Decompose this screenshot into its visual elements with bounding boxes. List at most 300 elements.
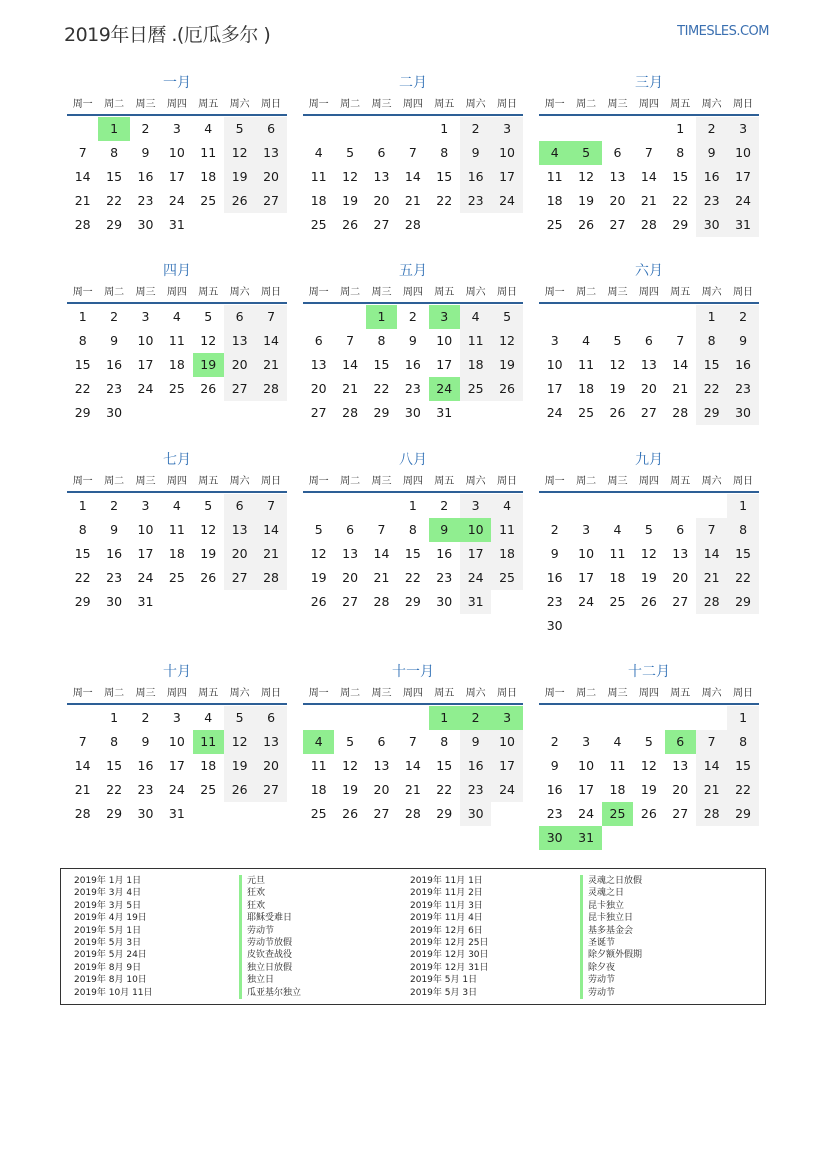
days-grid xyxy=(303,494,523,614)
weekday-label: 周三 xyxy=(607,99,628,110)
weekday-label: 周五 xyxy=(670,99,691,110)
day-cell: 8 xyxy=(110,734,119,749)
weekday-label: 周日 xyxy=(497,688,518,699)
day-cell: 10 xyxy=(546,357,563,372)
empty-cell xyxy=(665,494,696,518)
weekday-header xyxy=(539,98,759,116)
day-cell: 15 xyxy=(696,353,727,377)
day-cell: 13 xyxy=(342,546,359,561)
day-cell: 25 xyxy=(310,806,327,821)
day-cell: 7 xyxy=(696,730,727,754)
empty-cell xyxy=(303,305,334,329)
weekday-label: 周五 xyxy=(670,476,691,487)
day-cell: 4 xyxy=(314,145,323,160)
weekday-label: 周二 xyxy=(104,99,125,110)
day-cell: 18 xyxy=(491,542,522,566)
day-cell: 19 xyxy=(578,193,595,208)
day-cell: 1 xyxy=(78,309,87,324)
day-cell: 11 xyxy=(609,758,626,773)
day-cell: 26 xyxy=(640,594,657,609)
weekday-label: 周日 xyxy=(497,287,518,298)
month-name: 九月 xyxy=(635,452,663,468)
day-cell: 18 xyxy=(609,570,626,585)
day-cell: 22 xyxy=(696,377,727,401)
day-cell: 20 xyxy=(672,782,689,797)
month-block xyxy=(67,262,287,425)
day-cell: 3 xyxy=(582,734,591,749)
day-cell: 29 xyxy=(436,806,453,821)
day-cell: 30 xyxy=(137,217,154,232)
day-cell: 23 xyxy=(696,189,727,213)
day-cell: 21 xyxy=(672,381,689,396)
weekday-label: 周六 xyxy=(229,99,250,110)
day-cell: 5 xyxy=(644,522,653,537)
day-cell: 12 xyxy=(640,546,657,561)
legend-entry: 2019年 8月 10日 xyxy=(74,975,147,986)
weekday-label: 周六 xyxy=(465,287,486,298)
month-block xyxy=(539,262,759,425)
day-cell: 18 xyxy=(460,353,491,377)
legend-entry: 狂欢 xyxy=(239,887,301,899)
day-cell: 10 xyxy=(491,141,522,165)
day-cell: 19 xyxy=(342,193,359,208)
holiday-day-cell: 2 xyxy=(460,706,491,730)
day-cell: 16 xyxy=(137,758,154,773)
day-cell: 16 xyxy=(106,357,123,372)
day-cell: 20 xyxy=(224,353,255,377)
weekday-label: 周一 xyxy=(544,688,565,699)
day-cell: 8 xyxy=(377,333,386,348)
holiday-day-cell: 24 xyxy=(429,377,460,401)
day-cell: 30 xyxy=(436,594,453,609)
empty-cell xyxy=(570,305,601,329)
day-cell: 27 xyxy=(255,189,286,213)
weekday-label: 周四 xyxy=(638,688,659,699)
day-cell: 3 xyxy=(141,498,150,513)
empty-cell xyxy=(539,305,570,329)
legend-entry: 2019年 5月 1日 xyxy=(74,925,142,936)
day-cell: 22 xyxy=(436,782,453,797)
day-cell: 13 xyxy=(224,329,255,353)
legend-entry: 劳动节 xyxy=(239,925,301,937)
day-cell: 15 xyxy=(727,542,758,566)
day-cell: 28 xyxy=(74,806,91,821)
holiday-day-cell: 3 xyxy=(429,305,460,329)
empty-cell xyxy=(539,117,570,141)
empty-cell xyxy=(602,706,633,730)
day-cell: 18 xyxy=(200,758,217,773)
day-cell: 8 xyxy=(110,145,119,160)
weekday-label: 周四 xyxy=(166,476,187,487)
day-cell: 24 xyxy=(546,405,563,420)
day-cell: 12 xyxy=(342,169,359,184)
day-cell: 19 xyxy=(200,546,217,561)
day-cell: 24 xyxy=(168,193,185,208)
month-name: 四月 xyxy=(163,263,191,279)
day-cell: 22 xyxy=(404,570,421,585)
day-cell: 26 xyxy=(609,405,626,420)
month-block xyxy=(303,262,523,425)
day-cell: 22 xyxy=(727,566,758,590)
weekday-label: 周三 xyxy=(607,688,628,699)
day-cell: 7 xyxy=(255,305,286,329)
days-grid xyxy=(67,494,287,614)
legend-names-left xyxy=(239,875,301,999)
day-cell: 2 xyxy=(141,121,150,136)
day-cell: 29 xyxy=(74,405,91,420)
legend-dates-right xyxy=(410,875,489,999)
day-cell: 8 xyxy=(78,333,87,348)
day-cell: 23 xyxy=(137,782,154,797)
month-name: 七月 xyxy=(163,452,191,468)
weekday-label: 周六 xyxy=(229,287,250,298)
day-cell: 23 xyxy=(460,189,491,213)
weekday-label: 周日 xyxy=(261,99,282,110)
day-cell: 24 xyxy=(137,570,154,585)
holiday-day-cell: 1 xyxy=(98,117,129,141)
weekday-label: 周五 xyxy=(670,287,691,298)
day-cell: 22 xyxy=(74,381,91,396)
day-cell: 9 xyxy=(696,141,727,165)
weekday-label: 周日 xyxy=(733,688,754,699)
day-cell: 20 xyxy=(640,381,657,396)
day-cell: 12 xyxy=(224,141,255,165)
day-cell: 18 xyxy=(578,381,595,396)
weekday-label: 周日 xyxy=(261,688,282,699)
empty-cell xyxy=(570,117,601,141)
day-cell: 9 xyxy=(550,758,559,773)
day-cell: 2 xyxy=(110,309,119,324)
month-block xyxy=(67,663,287,826)
weekday-label: 周二 xyxy=(576,99,597,110)
weekday-header xyxy=(67,687,287,705)
day-cell: 13 xyxy=(224,518,255,542)
day-cell: 31 xyxy=(727,213,758,237)
day-cell: 26 xyxy=(640,806,657,821)
day-cell: 1 xyxy=(78,498,87,513)
day-cell: 1 xyxy=(727,706,758,730)
days-grid xyxy=(539,117,759,237)
weekday-label: 周一 xyxy=(72,476,93,487)
holiday-day-cell: 1 xyxy=(429,706,460,730)
day-cell: 31 xyxy=(137,594,154,609)
day-cell: 29 xyxy=(727,590,758,614)
weekday-label: 周四 xyxy=(166,688,187,699)
empty-cell xyxy=(696,494,727,518)
day-cell: 26 xyxy=(342,217,359,232)
empty-cell xyxy=(633,117,664,141)
day-cell: 3 xyxy=(550,333,559,348)
weekday-label: 周四 xyxy=(402,287,423,298)
weekday-label: 周五 xyxy=(434,287,455,298)
month-block xyxy=(67,451,287,614)
weekday-header xyxy=(303,687,523,705)
day-cell: 10 xyxy=(578,758,595,773)
month-name: 五月 xyxy=(399,263,427,279)
day-cell: 16 xyxy=(137,169,154,184)
legend-entry: 2019年 11月 4日 xyxy=(410,913,483,924)
day-cell: 17 xyxy=(491,165,522,189)
day-cell: 30 xyxy=(404,405,421,420)
day-cell: 3 xyxy=(460,494,491,518)
day-cell: 25 xyxy=(609,594,626,609)
day-cell: 21 xyxy=(373,570,390,585)
day-cell: 19 xyxy=(342,782,359,797)
day-cell: 10 xyxy=(137,522,154,537)
empty-cell xyxy=(633,305,664,329)
weekday-label: 周二 xyxy=(104,688,125,699)
weekday-label: 周二 xyxy=(104,287,125,298)
day-cell: 5 xyxy=(204,498,213,513)
day-cell: 19 xyxy=(310,570,327,585)
day-cell: 27 xyxy=(672,806,689,821)
day-cell: 14 xyxy=(342,357,359,372)
day-cell: 26 xyxy=(224,778,255,802)
empty-cell xyxy=(539,494,570,518)
day-cell: 1 xyxy=(110,710,119,725)
day-cell: 23 xyxy=(106,381,123,396)
month-name: 二月 xyxy=(399,75,427,91)
day-cell: 1 xyxy=(676,121,685,136)
weekday-label: 周一 xyxy=(308,688,329,699)
day-cell: 3 xyxy=(141,309,150,324)
day-cell: 4 xyxy=(204,710,213,725)
day-cell: 26 xyxy=(342,806,359,821)
weekday-label: 周四 xyxy=(166,99,187,110)
weekday-label: 周三 xyxy=(371,476,392,487)
day-cell: 11 xyxy=(578,357,595,372)
day-cell: 1 xyxy=(408,498,417,513)
weekday-label: 周四 xyxy=(166,287,187,298)
day-cell: 28 xyxy=(404,217,421,232)
month-block xyxy=(539,74,759,237)
days-grid xyxy=(67,305,287,425)
weekday-label: 周二 xyxy=(576,476,597,487)
day-cell: 24 xyxy=(491,778,522,802)
day-cell: 25 xyxy=(491,566,522,590)
day-cell: 9 xyxy=(141,145,150,160)
weekday-label: 周二 xyxy=(340,688,361,699)
day-cell: 27 xyxy=(310,405,327,420)
weekday-label: 周五 xyxy=(434,476,455,487)
day-cell: 31 xyxy=(168,217,185,232)
day-cell: 4 xyxy=(172,498,181,513)
day-cell: 30 xyxy=(137,806,154,821)
day-cell: 11 xyxy=(460,329,491,353)
day-cell: 9 xyxy=(110,522,119,537)
weekday-label: 周四 xyxy=(638,476,659,487)
day-cell: 6 xyxy=(224,494,255,518)
weekday-label: 周六 xyxy=(701,688,722,699)
day-cell: 26 xyxy=(224,189,255,213)
day-cell: 3 xyxy=(491,117,522,141)
legend-entry: 2019年 5月 3日 xyxy=(74,938,142,949)
day-cell: 23 xyxy=(137,193,154,208)
weekday-label: 周六 xyxy=(229,688,250,699)
weekday-label: 周四 xyxy=(638,287,659,298)
day-cell: 4 xyxy=(460,305,491,329)
site-logo-text[interactable]: TIMESLES.COM xyxy=(677,24,769,39)
empty-cell xyxy=(366,706,397,730)
empty-cell xyxy=(397,117,428,141)
day-cell: 8 xyxy=(727,730,758,754)
day-cell: 6 xyxy=(224,305,255,329)
day-cell: 13 xyxy=(672,758,689,773)
day-cell: 21 xyxy=(696,566,727,590)
weekday-label: 周二 xyxy=(340,476,361,487)
day-cell: 5 xyxy=(613,333,622,348)
day-cell: 20 xyxy=(310,381,327,396)
weekday-label: 周五 xyxy=(670,688,691,699)
day-cell: 9 xyxy=(727,329,758,353)
day-cell: 19 xyxy=(491,353,522,377)
day-cell: 30 xyxy=(727,401,758,425)
empty-cell xyxy=(67,706,98,730)
day-cell: 3 xyxy=(582,522,591,537)
empty-cell xyxy=(539,706,570,730)
weekday-label: 周五 xyxy=(198,99,219,110)
weekday-header xyxy=(67,475,287,493)
day-cell: 2 xyxy=(550,522,559,537)
day-cell: 24 xyxy=(460,566,491,590)
day-cell: 16 xyxy=(436,546,453,561)
legend-entry: 2019年 5月 24日 xyxy=(74,950,147,961)
day-cell: 27 xyxy=(224,377,255,401)
day-cell: 28 xyxy=(342,405,359,420)
empty-cell xyxy=(334,117,365,141)
legend-entry: 2019年 10月 11日 xyxy=(74,987,153,998)
day-cell: 15 xyxy=(74,546,91,561)
day-cell: 7 xyxy=(644,145,653,160)
legend-entry: 2019年 11月 1日 xyxy=(410,876,483,886)
day-cell: 13 xyxy=(672,546,689,561)
holiday-day-cell: 19 xyxy=(193,353,224,377)
day-cell: 4 xyxy=(613,522,622,537)
weekday-label: 周五 xyxy=(434,99,455,110)
day-cell: 29 xyxy=(74,594,91,609)
day-cell: 17 xyxy=(168,758,185,773)
day-cell: 9 xyxy=(460,141,491,165)
day-cell: 17 xyxy=(578,570,595,585)
legend-entry: 灵魂之日 xyxy=(580,887,642,899)
weekday-label: 周三 xyxy=(135,476,156,487)
day-cell: 7 xyxy=(78,145,87,160)
day-cell: 15 xyxy=(404,546,421,561)
day-cell: 28 xyxy=(255,566,286,590)
days-grid xyxy=(67,117,287,237)
day-cell: 17 xyxy=(168,169,185,184)
weekday-label: 周六 xyxy=(229,476,250,487)
weekday-label: 周一 xyxy=(72,688,93,699)
day-cell: 5 xyxy=(224,706,255,730)
weekday-header xyxy=(303,286,523,304)
day-cell: 8 xyxy=(440,145,449,160)
day-cell: 2 xyxy=(440,498,449,513)
day-cell: 22 xyxy=(106,193,123,208)
day-cell: 30 xyxy=(546,618,563,633)
weekday-label: 周六 xyxy=(465,688,486,699)
weekday-label: 周日 xyxy=(261,476,282,487)
day-cell: 6 xyxy=(377,734,386,749)
weekday-label: 周一 xyxy=(544,287,565,298)
day-cell: 12 xyxy=(200,522,217,537)
day-cell: 25 xyxy=(310,217,327,232)
weekday-label: 周三 xyxy=(135,99,156,110)
day-cell: 13 xyxy=(255,141,286,165)
day-cell: 16 xyxy=(546,570,563,585)
weekday-label: 周一 xyxy=(72,99,93,110)
empty-cell xyxy=(633,494,664,518)
day-cell: 24 xyxy=(727,189,758,213)
day-cell: 19 xyxy=(640,782,657,797)
day-cell: 22 xyxy=(106,782,123,797)
day-cell: 5 xyxy=(346,734,355,749)
day-cell: 7 xyxy=(255,494,286,518)
day-cell: 13 xyxy=(609,169,626,184)
month-name: 十二月 xyxy=(628,664,670,680)
day-cell: 14 xyxy=(74,758,91,773)
day-cell: 1 xyxy=(727,494,758,518)
day-cell: 8 xyxy=(696,329,727,353)
weekday-label: 周一 xyxy=(544,476,565,487)
day-cell: 7 xyxy=(78,734,87,749)
day-cell: 22 xyxy=(74,570,91,585)
empty-cell xyxy=(602,305,633,329)
day-cell: 19 xyxy=(640,570,657,585)
day-cell: 4 xyxy=(204,121,213,136)
holiday-day-cell: 1 xyxy=(366,305,397,329)
days-grid xyxy=(303,305,523,425)
empty-cell xyxy=(303,494,334,518)
day-cell: 31 xyxy=(168,806,185,821)
weekday-label: 周三 xyxy=(371,688,392,699)
day-cell: 18 xyxy=(168,546,185,561)
holiday-day-cell: 11 xyxy=(193,730,224,754)
holiday-day-cell: 10 xyxy=(460,518,491,542)
legend-entry: 2019年 12月 30日 xyxy=(410,950,489,961)
empty-cell xyxy=(366,494,397,518)
day-cell: 25 xyxy=(546,217,563,232)
day-cell: 28 xyxy=(373,594,390,609)
weekday-label: 周四 xyxy=(638,99,659,110)
day-cell: 21 xyxy=(74,782,91,797)
day-cell: 10 xyxy=(491,730,522,754)
weekday-label: 周日 xyxy=(733,287,754,298)
weekday-label: 周一 xyxy=(544,99,565,110)
day-cell: 25 xyxy=(460,377,491,401)
day-cell: 24 xyxy=(578,594,595,609)
day-cell: 5 xyxy=(224,117,255,141)
weekday-header xyxy=(539,286,759,304)
day-cell: 26 xyxy=(200,381,217,396)
day-cell: 30 xyxy=(106,594,123,609)
legend-dates-left xyxy=(74,875,153,999)
day-cell: 6 xyxy=(255,706,286,730)
holiday-day-cell: 25 xyxy=(602,802,633,826)
legend-entry: 瓜亚基尔独立 xyxy=(239,987,301,999)
legend-entry: 昆卡独立 xyxy=(580,900,642,912)
day-cell: 24 xyxy=(168,782,185,797)
month-name: 六月 xyxy=(635,263,663,279)
day-cell: 25 xyxy=(200,193,217,208)
weekday-label: 周六 xyxy=(701,99,722,110)
legend-entry: 独立日放假 xyxy=(239,962,301,974)
days-grid xyxy=(539,706,759,850)
month-block xyxy=(539,663,759,850)
day-cell: 20 xyxy=(342,570,359,585)
legend-entry: 2019年 4月 19日 xyxy=(74,913,147,924)
day-cell: 27 xyxy=(255,778,286,802)
